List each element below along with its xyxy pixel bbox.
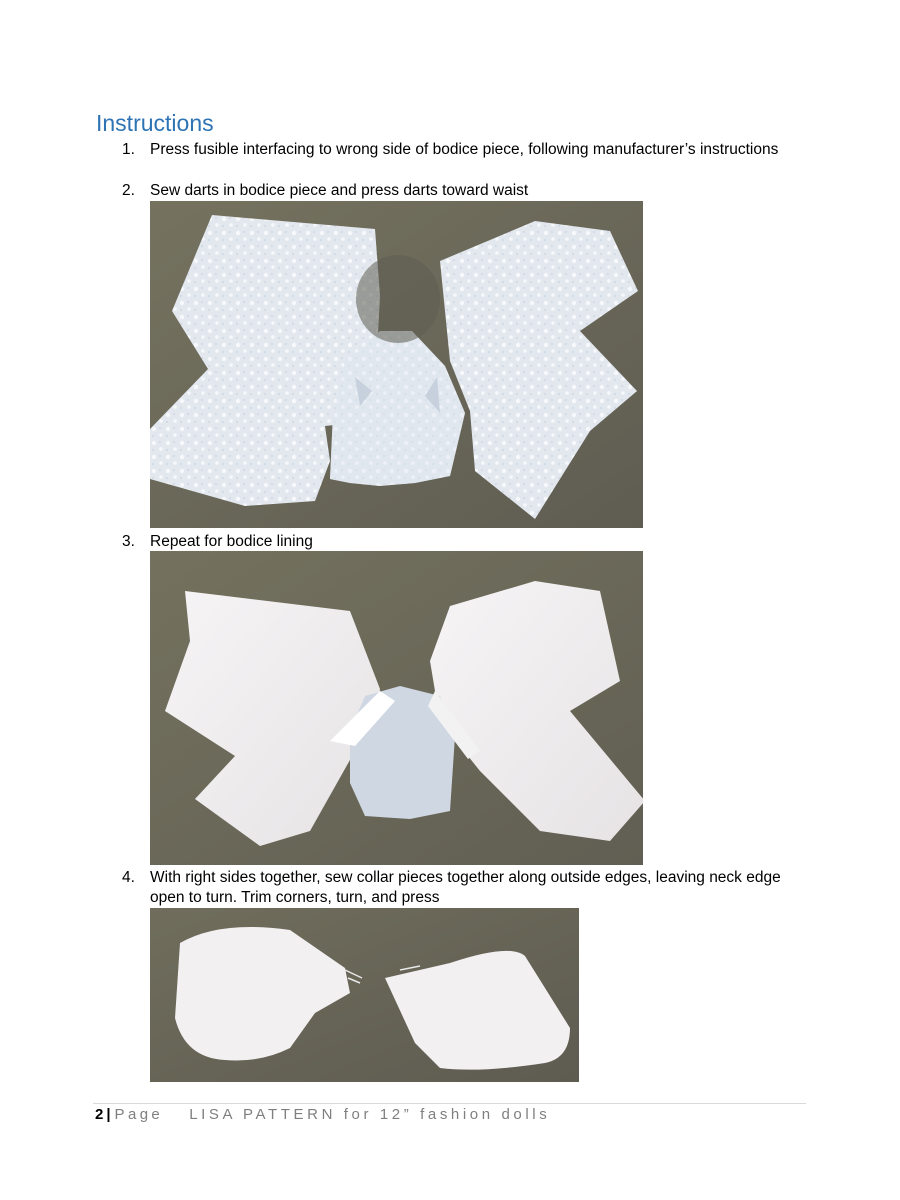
step-text: With right sides together, sew collar pieces together along outside edges, leaving neck edge open to turn. Trim corners, turn, and press xyxy=(150,869,781,906)
bodice-darts-photo xyxy=(150,201,643,528)
step-number: 4. xyxy=(122,869,135,886)
document-title: LISA PATTERN for 12” fashion dolls xyxy=(189,1106,551,1123)
collar-pieces-photo xyxy=(150,908,579,1082)
bodice-lining-illustration xyxy=(150,551,643,865)
bodice-lining-photo xyxy=(150,551,643,865)
page-number: 2 xyxy=(95,1106,104,1123)
step-text: Sew darts in bodice piece and press darts toward waist xyxy=(150,182,529,199)
step-number: 1. xyxy=(122,141,135,158)
step-number: 2. xyxy=(122,182,135,199)
instruction-step-1 xyxy=(122,140,802,180)
step-text: Press fusible interfacing to wrong side of bodice piece, following manufacturer’s instructions xyxy=(150,141,779,158)
step-number: 3. xyxy=(122,533,135,550)
footer-divider xyxy=(93,1103,806,1104)
collar-pieces-illustration xyxy=(150,908,579,1082)
page-footer xyxy=(95,1106,550,1123)
instruction-step-2 xyxy=(122,181,802,201)
page-heading: Instructions xyxy=(96,110,214,136)
instruction-step-3 xyxy=(122,532,802,552)
footer-separator: | xyxy=(106,1106,111,1123)
step-text: Repeat for bodice lining xyxy=(150,533,313,550)
bodice-darts-illustration xyxy=(150,201,643,528)
page-label: Page xyxy=(114,1106,164,1123)
instruction-step-4 xyxy=(122,868,802,908)
